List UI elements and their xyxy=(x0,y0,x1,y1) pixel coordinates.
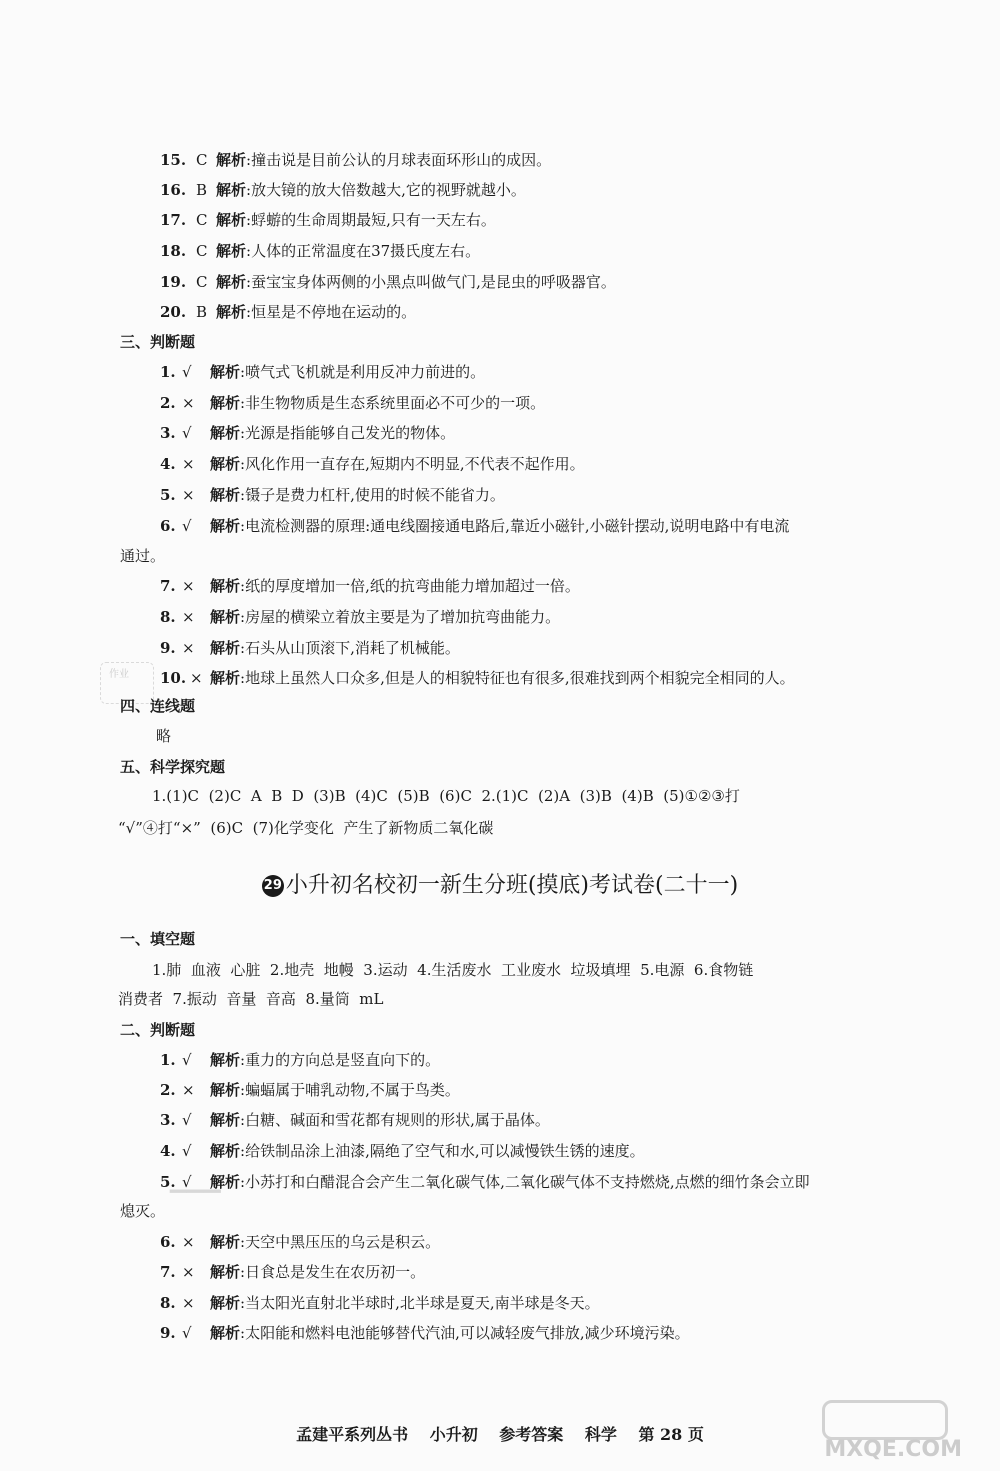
judge2-item-5-continuation: 熄灭。 xyxy=(120,1202,166,1220)
judge2-item-2: 2. × 解析:蝙蝠属于哺乳动物,不属于鸟类。 xyxy=(160,1081,460,1099)
judge-item-6: 6. √ 解析:电流检测器的原理:通电线圈接通电路后,靠近小磁针,小磁针摆动,说明电路中有电流 xyxy=(160,517,790,535)
judge2-item-9: 9. √ 解析:太阳能和燃料电池能够替代汽油,可以减轻废气排放,减少环境污染。 xyxy=(160,1324,690,1342)
watermark-logo xyxy=(802,1400,962,1462)
stamp-mark: 作业 xyxy=(100,662,154,704)
judge2-item-4: 4. √ 解析:给铁制品涂上油漆,隔绝了空气和水,可以减慢铁生锈的速度。 xyxy=(160,1142,645,1160)
judge-item-1: 1. √ 解析:喷气式飞机就是利用反冲力前进的。 xyxy=(160,363,486,381)
judge-item-2: 2. × 解析:非生物物质是生态系统里面必不可少的一项。 xyxy=(160,394,546,412)
mc-item-20: 20. B 解析:恒星是不停地在运动的。 xyxy=(160,303,417,321)
mc-item-18: 18. C 解析:人体的正常温度在37摄氏度左右。 xyxy=(160,242,481,260)
watermark-text: MXQE.COM xyxy=(824,1437,962,1462)
faint-bleed-mark: ▔▔▔ xyxy=(170,1190,221,1216)
mc-item-16: 16. B 解析:放大镜的放大倍数越大,它的视野就越小。 xyxy=(160,181,526,199)
judge-item-5: 5. × 解析:镊子是费力杠杆,使用的时候不能省力。 xyxy=(160,486,505,504)
mc-item-17: 17. C 解析:蜉蝣的生命周期最短,只有一天左右。 xyxy=(160,211,496,229)
judge2-item-8: 8. × 解析:当太阳光直射北半球时,北半球是夏天,南半球是冬天。 xyxy=(160,1294,600,1312)
judge2-section-heading: 二、判断题 xyxy=(120,1021,196,1039)
fill-line-1: 1.肺 血液 心脏 2.地壳 地幔 3.运动 4.生活废水 工业废水 垃圾填埋 5.电源 6.食物链 xyxy=(152,961,754,979)
section-4-answer: 略 xyxy=(156,727,172,745)
judge-item-6-continuation: 通过。 xyxy=(120,547,166,565)
fill-section-heading: 一、填空题 xyxy=(120,930,196,948)
section-4-heading: 四、连线题 xyxy=(120,697,196,715)
judge2-item-7: 7. × 解析:日食总是发生在农历初一。 xyxy=(160,1263,426,1281)
exam-number-badge: 29 xyxy=(262,875,284,897)
section-3-heading: 三、判断题 xyxy=(120,333,196,351)
judge-item-3: 3. √ 解析:光源是指能够自己发光的物体。 xyxy=(160,424,456,442)
section-5-line-1: 1.(1)C (2)C A B D (3)B (4)C (5)B (6)C 2.(1)C (2)A (3)B (4)B (5)①②③打 xyxy=(152,787,740,805)
footer-level: 小升初 xyxy=(429,1425,478,1444)
fill-line-2: 消费者 7.振动 音量 音高 8.量筒 mL xyxy=(118,990,384,1008)
judge-item-7: 7. × 解析:纸的厚度增加一倍,纸的抗弯曲能力增加超过一倍。 xyxy=(160,577,580,595)
footer-type: 参考答案 xyxy=(499,1425,564,1444)
judge-item-10: 10. × 解析:地球上虽然人口众多,但是人的相貌特征也有很多,很难找到两个相貌完全相同的人。 xyxy=(160,669,795,687)
judge2-item-6: 6. × 解析:天空中黑压压的乌云是积云。 xyxy=(160,1233,441,1251)
footer-page: 第 28 页 xyxy=(638,1425,704,1444)
judge-item-9: 9. × 解析:石头从山顶滚下,消耗了机械能。 xyxy=(160,639,460,657)
exam-title-text: 小升初名校初一新生分班(摸底)考试卷(二十一) xyxy=(285,873,739,898)
exam-title xyxy=(0,868,1000,899)
section-5-line-2: “√”④打“×” (6)C (7)化学变化 产生了新物质二氧化碳 xyxy=(118,819,494,837)
footer-series: 孟建平系列丛书 xyxy=(296,1425,409,1444)
judge-item-4: 4. × 解析:风化作用一直存在,短期内不明显,不代表不起作用。 xyxy=(160,455,585,473)
mc-item-15: 15. C 解析:撞击说是目前公认的月球表面环形山的成因。 xyxy=(160,151,552,169)
mc-item-19: 19. C 解析:蚕宝宝身体两侧的小黑点叫做气门,是昆虫的呼吸器官。 xyxy=(160,273,616,291)
judge2-item-5: 5. √ 解析:小苏打和白醋混合会产生二氧化碳气体,二氧化碳气体不支持燃烧,点燃的细竹条会立即 xyxy=(160,1173,810,1191)
judge2-item-3: 3. √ 解析:白糖、碱面和雪花都有规则的形状,属于晶体。 xyxy=(160,1111,550,1129)
section-5-heading: 五、科学探究题 xyxy=(120,758,226,776)
judge2-item-1: 1. √ 解析:重力的方向总是竖直向下的。 xyxy=(160,1051,441,1069)
footer-subject: 科学 xyxy=(584,1425,617,1444)
judge-item-8: 8. × 解析:房屋的横梁立着放主要是为了增加抗弯曲能力。 xyxy=(160,608,561,626)
